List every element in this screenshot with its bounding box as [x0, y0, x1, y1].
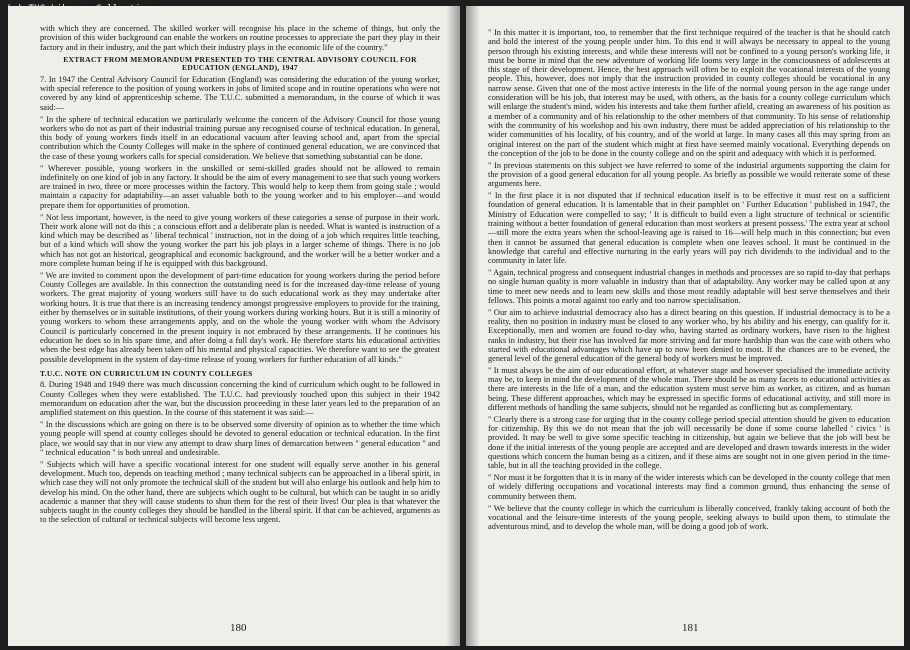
right-paragraph-0: " In this matter it is important, too, to remember that the first technique required of the teacher is that he should catch and hold the interest of the young people under him. To this end it will always be necessary to appeal to the young person through his existing interests, and while these interests will not be confined to a young person's working life, it must be borne in mind that the new adventure of working life looms very large in the consciousness of adolescents at this stage of their development. Hence, the best approach will often be to exploit the vocational interests of the young people. This, however, does not imply that the instruction provided in county colleges should be vocational in any narrow sense. Given that one of the most active interests in the life of the normal young person in the age range under consideration will be his job, that interest may be used, with others, as the basis for a county college curriculum which will enlarge the student's mind, widen his interests and take them further afield, creating an awareness of his position as a member of a community and of his relationship to the other members of that community. To his sense of relationship with the community of his workshop and his own industry, there must be added appreciation of his relationship to the wider communities of his locality, of his country, and of the world at large. In many cases all this may spring from an original interest on the part of the student which might at first have seemed mainly vocational. Everything depends on the conception of the job to be done in the county college and on the spirit and adequacy with which it is performed. [488, 28, 890, 158]
section7-paragraph-4: " We are invited to comment upon the development of part-time education for young workers during the period before County Colleges are available. In this connection the outstanding need is for the increased day-time release of young workers. The great majority of young workers still have to do such educational work as they may undertake after working hours. It is true that there is an increasing tendency amongst progressive employers to provide for the training, either by themselves or in suitable institutions, of their young workers during working hours. But it is still a minority of young workers to whom these arrangements apply, and on the whole the young worker with whom the Advisory Council is particularly concerned in the present inquiry is not embraced by these arrangements. If he continues his education he does so in his spare time, and after doing a full day's work. He therefore starts his educational activities when the best edge has already been taken off his mental and physical capacities. We therefore want to see the greatest possible development in the system of day-time release of young workers for further education of all kinds." [40, 270, 440, 364]
library-watermark: (c) TUC Library Collections [6, 4, 158, 14]
section7-paragraph-2: " Wherever possible, young workers in the unskilled or semi-skilled grades should not be allowed to remain indefinitely on one kind of job in any factory. It should be the aim of every management to see that such young workers are trained in two, three or more processes within the factory. This would help to keep them from going stale ; would maintain a capacity for adaptability—an asset valuable both to the young worker and to his employer—and would prepare them for opportunities of promotion. [40, 163, 440, 210]
right-paragraph-7: " Nor must it be forgotten that it is in many of the wider interests which can be developed in the county college that men of widely differing occupations and vocational interests may find a common ground, thus enhancing the sense of community between them. [488, 473, 890, 501]
section7-paragraph-0: 7. In 1947 the Central Advisory Council for Education (England) was considering the education of the young worker, with special reference to the position of young workers in jobs of limited scope and in routine operations who were not covered by any kind of apprenticeship scheme. The T.U.C. submitted a memorandum, in the course of which it was said:— [40, 74, 440, 112]
page-number-right: 181 [682, 622, 699, 634]
section7-paragraph-3: " Not less important, however, is the need to give young workers of these categories a sense of purpose in their work. Their work alone will not do this ; a conscious effort and a deliberate plan is needed. What is wanted is instruction of a kind which may be described as ' liberal technical ' instruction, not in the doing of a job which requires little teaching, but of a kind which will show the young worker the part his job plays in a larger scheme of things. There is no job which has not got an historical, geographical and economic background, and the worker will be a better worker and a more complete human being if he is equipped with this background. [40, 212, 440, 269]
section8-paragraph-1: " In the discussions which are going on there is to be observed some diversity of opinion as to whether the time which young people will spend at county colleges should be devoted to general education or technical education. In the first place, we would say that in our view any attempt to draw sharp lines of demarcation between " general education " and " technical education " is both unreal and undesirable. [40, 419, 440, 457]
right-paragraph-5: " It must always be the aim of our educational effort, at whatever stage and however specialised the immediate activity may be, to keep in mind the development of the whole man. There should be as many facets to educational activities as there are interests in the life of a man, and the education system must serve him as worker, as citizen, and as human being. These different approaches, which may be expressed in specific forms of educational activity, and still more in different methods of handling the same subjects, should not be regarded as conflicting but as complementary. [488, 365, 890, 413]
left-page-gutter-shadow [446, 6, 460, 646]
section7-paragraph-1: " In the sphere of technical education we particularly welcome the concern of the Advisory Council for those young workers who do not as part of their industrial training pursue any recognised course of technical education. In general, this body of young workers finds itself in an educational vacuum after leaving school and, apart from the special contribution which the County Colleges will make in the sphere of continued general education, we are convinced that the case of these young workers calls for special consideration. We believe that something substantial can be done. [40, 114, 440, 161]
right-paragraph-6: " Clearly there is a strong case for urging that in the county college period special attention should be given to education for citizenship. By this we do not mean that the job will necessarily be done if some course labelled ' civics ' is provided. It may be well to give some specific teaching in citizenship, but again we believe that the job will best be done if the initial interests of the young people are accepted and are developed and drawn towards interests in the wider questions which concern the human being as a citizen, and if these aims are sought not in one given period in the time-table, but in all the teaching provided in the college. [488, 414, 890, 471]
right-paragraph-8: " We believe that the county college in which the curriculum is liberally conceived, frankly taking account of both the vocational and the leisure-time interests of the young people, seeking always to build upon them, to stimulate the adventurous mind, and to develop the whole man, will be doing a good job of work. [488, 503, 890, 532]
left-paragraph-0: with which they are concerned. The skilled worker will recognise his place in the scheme of things, but only the provision of this wider background can enable the workers on routine processes to appreciate the part they play in their factory and in their industry, and the part which their industry plays in the economic life of the country." [40, 24, 440, 52]
right-paragraph-1: " In previous statements on this subject we have referred to some of the industrial arguments supporting the claim for the provision of a good general education for all young people. As briefly as possible we would reiterate some of these arguments here. [488, 160, 890, 189]
page-number-left: 180 [230, 622, 247, 634]
right-paragraph-3: " Again, technical progress and consequent industrial changes in methods and processes are so rapid to-day that perhaps no single human quality is more valuable in industry than that of adaptability. Any worker may be called upon at any time to meet new needs and to learn new skills and those most readily adaptable will best serve themselves and their fellows. This points a moral against too early and too narrow specialisation. [488, 267, 890, 305]
left-page [8, 6, 460, 646]
section8-paragraph-0: 8. During 1948 and 1949 there was much discussion concerning the kind of curriculum which ought to be followed in County Colleges when they were established. The T.U.C. had previously touched upon this subject in their 1942 memorandum on education after the war, but the discussion proceeding in these later years led to the preparation of an amplified statement on this question. In the course of this statement it was said:— [40, 380, 440, 418]
right-paragraph-4: " Our aim to achieve industrial democracy also has a direct bearing on this question. If industrial democracy is to be a reality, then no position in industry must be closed to any worker who, by his ability and his energy, can qualify for it. Exceptionally, men and women are found to-day who, having started as ordinary workers, have risen to the highest ranks in industry, but their rise has involved far more striving and far more hardship than was the case with others who started with educational advantages which have up to now been denied to most. If the chances are to be evened, the general level of the general education of the general body of workers must be improved. [488, 307, 890, 364]
section8-paragraph-2: " Subjects which will have a specific vocational interest for one student will equally serve another in his general development. Much too, depends on teaching method ; many technical subjects can be approached in a liberal spirit, in which case they will not only promote the technical skill of the student but will also enlarge his outlook and help him to develop his mind. On the other hand, there are subjects which ought to be cultural, but which can be taught in so aridly academic a manner that they will cause students to shun them for the rest of their lives! Our plea is that whatever the subjects taught in the county colleges they should be handled in the liberal spirit. If that can be achieved, arguments as to the selection of cultural or technical subjects will become less urgent. [40, 459, 440, 525]
right-page-gutter-shadow [466, 6, 480, 646]
right-paragraph-2: " In the first place it is not disputed that if technical education itself is to be effective it must rest on a sufficient foundation of general education. It is lamentable that in their pamphlet on ' Further Education ' published in 1947, the Ministry of Education were compelled to say; ' It is difficult to build even a light structure of technical or scientific training without a better foundation of general education than most workers at present possess.' The extra year at school—still more the extra years when the school-leaving age is raised to 16—will help much in this connection; but even then it cannot be assumed that general education is complete when one leaves school. It must be continued in the knowledge that careful and effective nurturing in the early years will pay rich dividends to the individual and to the community in later life. [488, 191, 890, 266]
curriculum-note-heading: T.U.C. NOTE ON CURRICULUM IN COUNTY COLLEGES [40, 368, 253, 378]
memorandum-heading: EXTRACT FROM MEMORANDUM PRESENTED TO THE CENTRAL ADVISORY COUNCIL FOR EDUCATION (ENGLAND), 1947 [63, 54, 417, 73]
right-page [466, 6, 904, 646]
